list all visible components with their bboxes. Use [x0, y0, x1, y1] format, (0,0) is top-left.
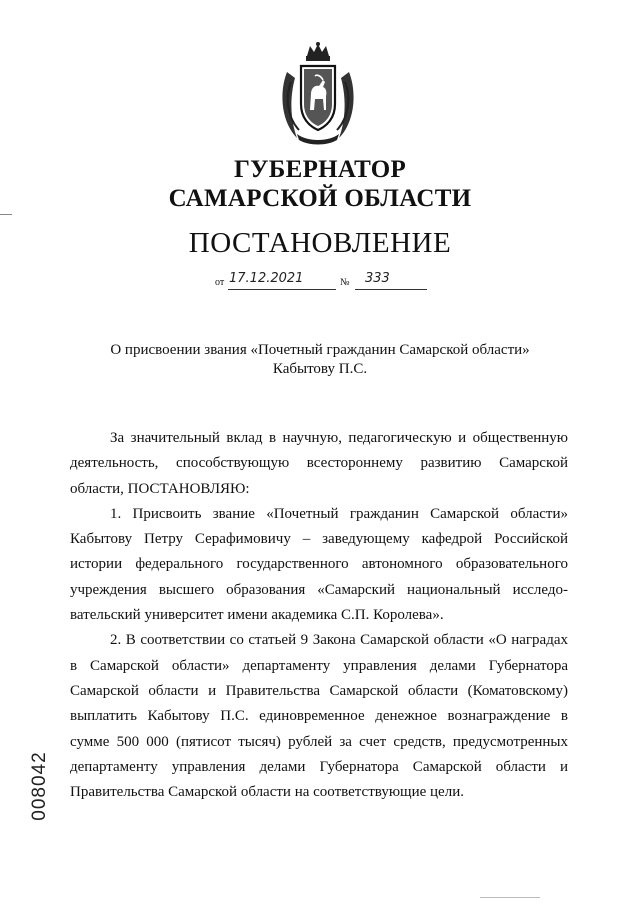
number-label: №	[340, 277, 350, 288]
date-label: от	[215, 277, 225, 288]
document-type: ПОСТАНОВЛЕНИЕ	[188, 227, 452, 259]
decree-subject	[90, 341, 550, 379]
body-item-2: 2. В соответствии со статьей 9 Закона Самарской области «О наградах в Самарской области» департаменту управления делами Губернатора Самарской области и Правительства Самарской области (Коматовскому) выплатить Кабытову П.С. единовременное денежное вознаграждение в сумме 500 000 (пятисот тысяч) рублей за счет средств, предусмотренных департаменту управления делами Губернатора Самарской области и Правительства Самарской области на соответствующие цели.	[70, 632, 568, 801]
issuer-title-line2: САМАРСКОЙ ОБЛАСТИ	[168, 185, 472, 212]
date-underline	[228, 289, 336, 290]
scan-mark	[0, 214, 12, 215]
serial-number: 008042	[29, 751, 50, 821]
number-underline	[355, 289, 427, 290]
serial-stamp	[30, 745, 50, 825]
decree-body	[70, 426, 568, 805]
date-number-line	[215, 271, 435, 291]
scan-mark	[480, 897, 540, 898]
body-intro: За значительный вклад в научную, педагогическую и общественную деятельность, способствующую всестороннему развитию Самарской области, ПОСТАНОВЛЯЮ:	[70, 430, 568, 497]
subject-line2: Кабытову П.С.	[272, 361, 368, 377]
body-item-1: 1. Присвоить звание «Почетный гражданин Самарской области» Кабытову Петру Серафимовичу – заведующему кафедрой Российской истории федерального государственного автономного образовательного учреждения высшего образования «Самарский национальный исследо-вательский университет имени академика С.П. Королева».	[70, 505, 568, 624]
subject-line1: О присвоении звания «Почетный гражданин Самарской области»	[110, 342, 530, 358]
number-value: 333	[365, 271, 390, 286]
date-value: 17.12.2021	[229, 271, 304, 286]
issuer-title-line1: ГУБЕРНАТОР	[233, 156, 407, 183]
samara-coat-of-arms-icon	[277, 42, 359, 146]
